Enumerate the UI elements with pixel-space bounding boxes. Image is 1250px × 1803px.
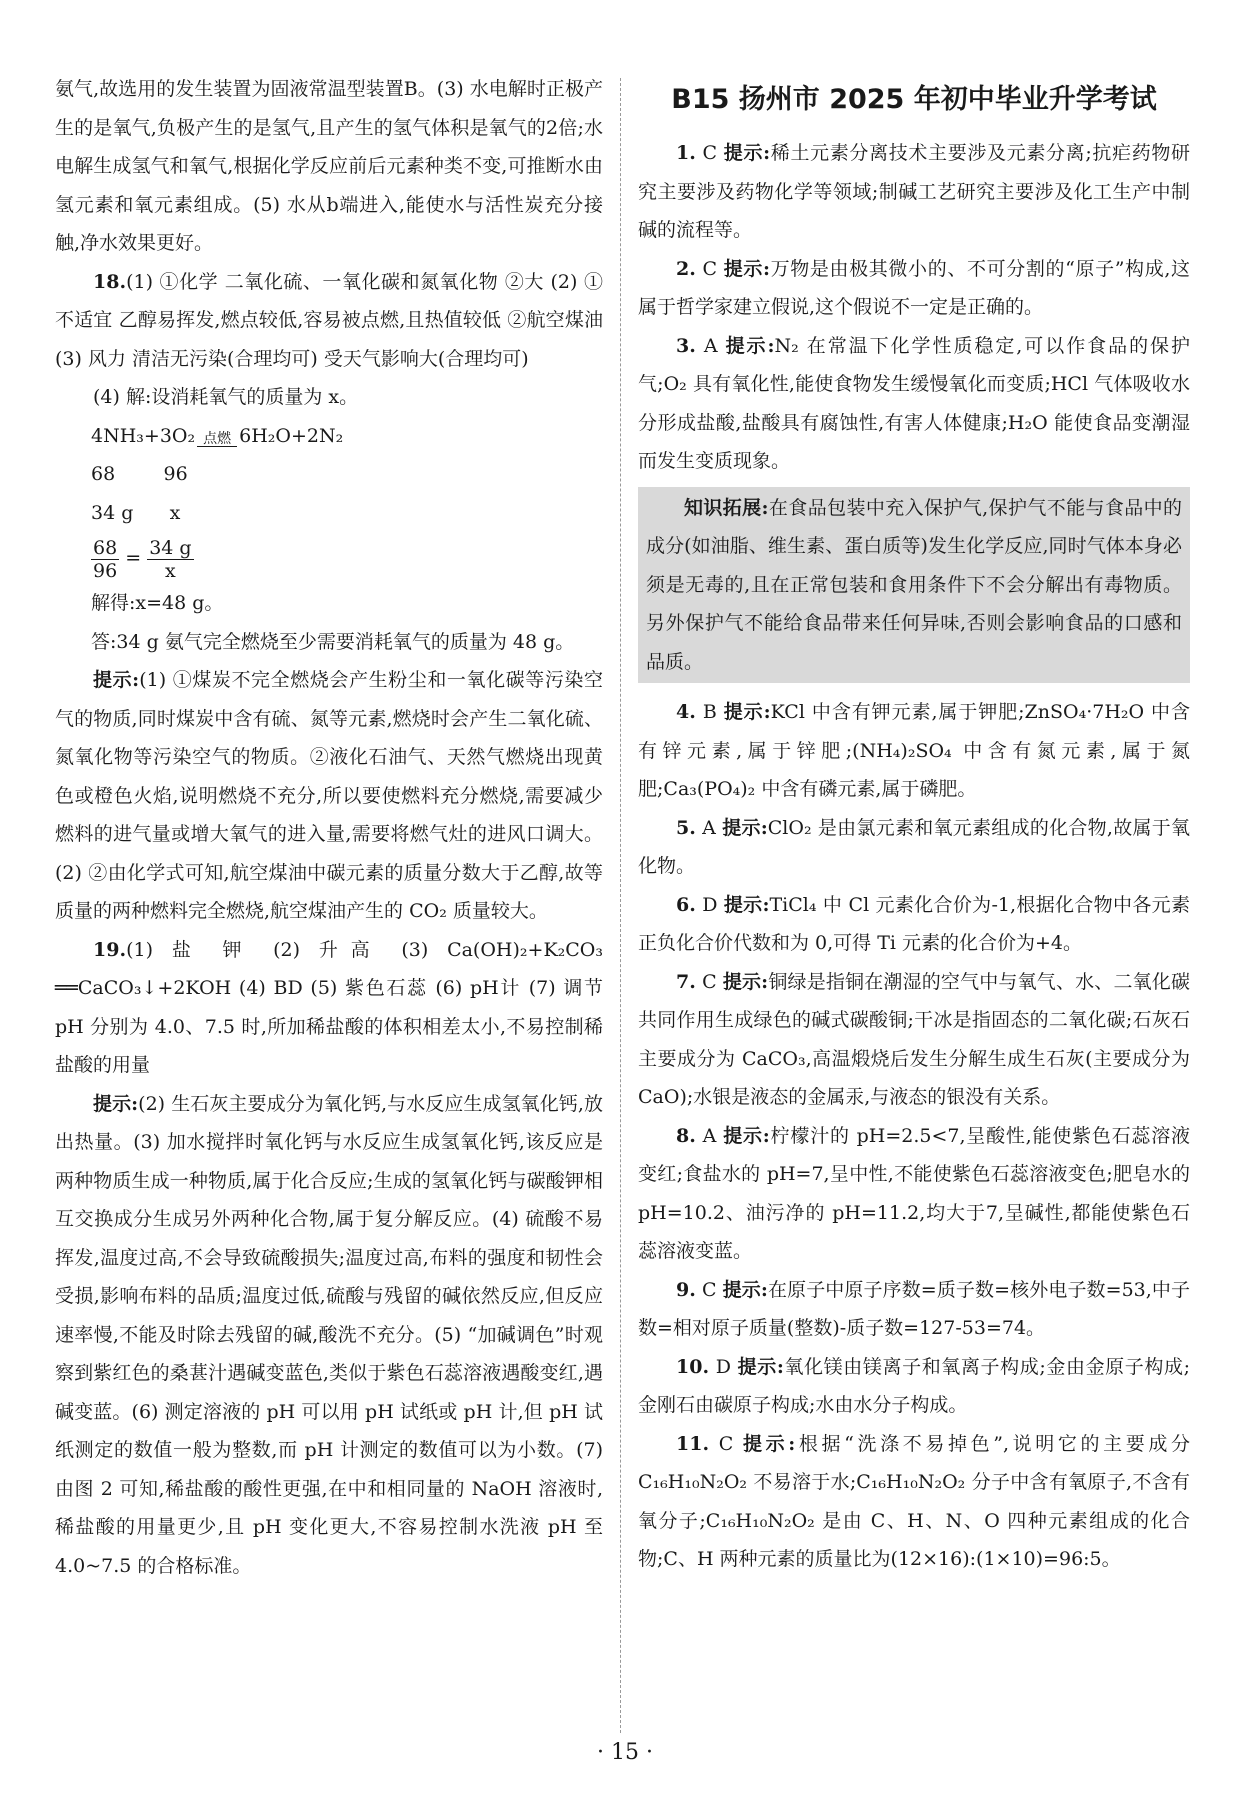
tip-text: 稀土元素分离技术主要涉及元素分离;抗疟药物研究主要涉及药物化学等领域;制碱工艺研究主要涉及化工生产中制碱的流程等。 xyxy=(638,142,1191,241)
q18-tip-label: 提示: xyxy=(93,669,140,691)
answer-item-8 xyxy=(638,1117,1190,1271)
item-choice: B xyxy=(702,701,717,723)
knowledge-extension xyxy=(646,489,1182,682)
item-choice: C xyxy=(718,1432,734,1455)
tip-text: ClO₂ 是由氯元素和氧元素组成的化合物,故属于氧化物。 xyxy=(638,816,1191,877)
item-number: 1. xyxy=(676,142,696,164)
page-number: · 15 · xyxy=(597,1740,653,1765)
answer-item-9 xyxy=(638,1271,1190,1348)
q19-tip-text: (2) 生石灰主要成分为氧化钙,与水反应生成氢氧化钙,放出热量。(3) 加水搅拌时氧化钙与水反应生成氢氧化钙,该反应是两种物质生成一种物质,属于化合反应;生成的氢氧化钙与碳酸钾相互交换成分生成另外两种化合物,属于复分解反应。(4) 硫酸不易挥发,温度过高,不会导致硫酸损失;温度过高,布料的强度和韧性会受损,影响布料的品质;温度过低,硫酸与残留的碱依然反应,但反应速率慢,不能及时除去残留的碱,酸洗不充分。(5) “加碱调色”时观察到紫红色的桑葚汁遇碱变蓝色,类似于紫色石蕊溶液遇酸变红,遇碱变蓝。(6) 测定溶液的 pH 可以用 pH 试纸或 pH 计,但 pH 试纸测定的数值一般为整数,而 pH 计测定的数值可以为小数。(7) 由图 2 可知,稀盐酸的酸性更强,在中和相同量的 NaOH 溶液时,稀盐酸的用量更少,且 pH 变化更大,不容易控制水洗液 pH 至 4.0~7.5 的合格标准。 xyxy=(55,1092,603,1577)
tip-label: 提示: xyxy=(725,334,775,357)
item-choice: A xyxy=(703,334,718,357)
tip-text: 柠檬汁的 pH=2.5<7,呈酸性,能使紫色石蕊溶液变红;食盐水的 pH=7,呈中性,不能使紫色石蕊溶液变色;肥皂水的 pH=10.2、油污净的 pH=11.2,均大于7,呈碱性,都能使紫色石蕊溶液变蓝。 xyxy=(638,1124,1190,1262)
tip-text: N₂ 在常温下化学性质稳定,可以作食品的保护气;O₂ 具有氧化性,能使食物发生缓慢氧化而变质;HCl 气体吸收水分形成盐酸,盐酸具有腐蚀性,有害人体健康;H₂O 能使食品变潮湿而发生变质现象。 xyxy=(638,334,1190,472)
q19-number: 19. xyxy=(93,938,127,961)
item-choice: C xyxy=(702,142,718,164)
tip-label: 提示: xyxy=(722,816,768,839)
item-number: 11. xyxy=(676,1432,710,1455)
equation-left: 4NH₃+3O₂ xyxy=(91,424,196,447)
q18-number: 18. xyxy=(93,270,127,293)
answer-item-7 xyxy=(638,963,1190,1117)
knowledge-extension-box xyxy=(638,487,1190,684)
proportion: $\frac{68}{96}$ = $\frac{34 g}{x}$ xyxy=(93,536,192,582)
item-number: 10. xyxy=(676,1355,710,1378)
column-divider xyxy=(620,78,621,1733)
q18-answer-text: (1) ①化学 二氧化硫、一氧化碳和氮氧化物 ②大 (2) ①不适宜 乙醇易挥发,燃点较低,容易被点燃,且热值较低 ②航空煤油 (3) 风力 清洁无污染(合理均可) 受天气影响大(合理均可) xyxy=(55,270,603,370)
item-choice: A xyxy=(702,816,716,839)
tip-text: KCl 中含有钾元素,属于钾肥;ZnSO₄·7H₂O 中含有锌元素,属于锌肥;(NH₄)₂SO₄ 中含有氮元素,属于氮肥;Ca₃(PO₄)₂ 中含有磷元素,属于磷肥。 xyxy=(638,701,1190,800)
item-number: 3. xyxy=(676,334,696,357)
tip-text: 万物是由极其微小的、不可分割的“原子”构成,这属于哲学家建立假说,这个假说不一定是正确的。 xyxy=(638,257,1190,318)
q19-answer xyxy=(55,931,603,1085)
q18-solution-intro: (4) 解:设消耗氧气的质量为 x。 xyxy=(93,386,359,408)
tip-label: 提示: xyxy=(723,893,770,916)
box-label: 知识拓展: xyxy=(684,496,769,519)
item-choice: C xyxy=(702,257,718,280)
answer-item-10 xyxy=(638,1348,1190,1425)
q18-tip-text: (1) ①煤炭不完全燃烧会产生粉尘和一氧化碳等污染空气的物质,同时煤炭中含有硫、氮等元素,燃烧时会产生二氧化硫、氮氧化物等污染空气的物质。②液化石油气、天然气燃烧出现黄色或橙色火焰,说明燃烧不充分,所以要使燃料充分燃烧,需要减少燃料的进气量或增大氧气的进入量,需要将燃气灶的进风口调大。(2) ②由化学式可知,航空煤油中碳元素的质量分数大于乙醇,故等质量的两种燃料完全燃烧,航空煤油产生的 CO₂ 质量较大。 xyxy=(55,669,603,922)
item-choice: D xyxy=(702,893,718,916)
tip-text: 铜绿是指铜在潮湿的空气中与氧气、水、二氧化碳共同作用生成绿色的碱式碳酸铜;干冰是指固态的二氧化碳;石灰石主要成分为 CaCO₃,高温煅烧后发生分解生成生石灰(主要成分为 CaO);水银是液态的金属汞,与液态的银没有关系。 xyxy=(638,970,1190,1108)
tip-label: 提示: xyxy=(723,257,771,280)
item-number: 8. xyxy=(676,1124,696,1147)
item-number: 5. xyxy=(676,816,696,839)
fraction-2-denominator: x xyxy=(165,559,176,582)
answer-line: 答:34 g 氨气完全燃烧至少需要消耗氧气的质量为 48 g。 xyxy=(91,630,575,653)
chemical-equation xyxy=(91,417,603,456)
equation-right: 6H₂O+2N₂ xyxy=(239,424,344,447)
item-number: 2. xyxy=(676,257,696,280)
equation-condition xyxy=(195,432,239,455)
left-column xyxy=(55,70,603,1585)
item-number: 7. xyxy=(676,970,696,993)
answer-item-2 xyxy=(638,250,1190,327)
answer-item-5 xyxy=(638,809,1190,886)
q18-tip xyxy=(55,661,603,931)
equation-row-1: 68 96 xyxy=(91,463,188,485)
box-text: 在食品包装中充入保护气,保护气不能与食品中的成分(如油脂、维生素、蛋白质等)发生化学反应,同时气体本身必须是无毒的,且在正常包装和食用条件下不会分解出有毒物质。另外保护气不能给食品带来任何异味,否则会影响食品的口感和品质。 xyxy=(646,496,1182,673)
item-number: 6. xyxy=(676,893,696,916)
item-number: 4. xyxy=(676,701,696,723)
item-number: 9. xyxy=(676,1278,696,1301)
tip-label: 提示: xyxy=(722,1278,768,1301)
fraction-1-denominator: 96 xyxy=(93,559,118,582)
tip-label: 提示: xyxy=(723,701,771,723)
fraction-1-numerator: 68 xyxy=(93,536,118,559)
fraction-2 xyxy=(147,537,193,582)
tip-label: 提示: xyxy=(722,970,769,993)
fraction-1 xyxy=(91,537,119,582)
q18-answer xyxy=(55,263,603,379)
answer-item-3 xyxy=(638,327,1190,481)
q19-answer-text: (1) 盐 钾 (2) 升高 (3) Ca(OH)₂+K₂CO₃ ══CaCO₃↓+2KOH (4) BD (5) 紫色石蕊 (6) pH计 (7) 调节 pH 分别为 4.0、7.5 时,所加稀盐酸的体积相差太小,不易控制稀盐酸的用量 xyxy=(55,938,603,1076)
equation-row-2: 34 g x xyxy=(91,501,181,524)
tip-label: 提示: xyxy=(737,1355,784,1378)
paragraph-continued: 氨气,故选用的发生装置为固液常温型装置B。(3) 水电解时正极产生的是氧气,负极产生的是氢气,且产生的氢气体积是氧气的2倍;水电解生成氢气和氧气,根据化学反应前后元素种类不变,可推断水由氢元素和氧元素组成。(5) 水从b端进入,能使水与活性炭充分接触,净水效果更好。 xyxy=(55,78,603,254)
tip-label: 提示: xyxy=(742,1432,796,1455)
tip-text: 根据“洗涤不易掉色”,说明它的主要成分 C₁₆H₁₀N₂O₂ 不易溶于水;C₁₆H₁₀N₂O₂ 分子中含有氧原子,不含有氧分子;C₁₆H₁₀N₂O₂ 是由 C、H、N、O 四种元素组成的化合物;C、H 两种元素的质量比为(12×16):(1×10)=96:5。 xyxy=(638,1432,1191,1570)
tip-label: 提示: xyxy=(723,1124,770,1147)
right-column xyxy=(638,70,1190,1579)
solve-line: 解得:x=48 g。 xyxy=(91,592,224,614)
tip-label: 提示: xyxy=(723,142,771,164)
section-title: B15 扬州市 2025 年初中毕业升学考试 xyxy=(671,84,1157,115)
q19-tip xyxy=(55,1085,603,1586)
answer-item-4 xyxy=(638,693,1190,809)
item-choice: C xyxy=(702,970,717,993)
answer-item-11 xyxy=(638,1425,1190,1579)
item-choice: C xyxy=(701,1278,717,1301)
fraction-2-numerator: 34 g xyxy=(149,536,192,559)
tip-text: 在原子中原子序数=质子数=核外电子数=53,中子数=相对原子质量(整数)-质子数=127-53=74。 xyxy=(638,1278,1190,1339)
tip-text: TiCl₄ 中 Cl 元素化合价为-1,根据化合物中各元素正负化合价代数和为 0,可得 Ti 元素的化合价为+4。 xyxy=(638,893,1190,954)
tip-text: 氧化镁由镁离子和氧离子构成;金由金原子构成;金刚石由碳原子构成;水由水分子构成。 xyxy=(638,1355,1191,1416)
q19-tip-label: 提示: xyxy=(93,1092,139,1115)
item-choice: A xyxy=(702,1124,717,1147)
condition-text: 点燃 xyxy=(203,431,232,447)
answer-item-1 xyxy=(638,134,1190,250)
answer-item-6 xyxy=(638,886,1190,963)
item-choice: D xyxy=(715,1355,731,1378)
